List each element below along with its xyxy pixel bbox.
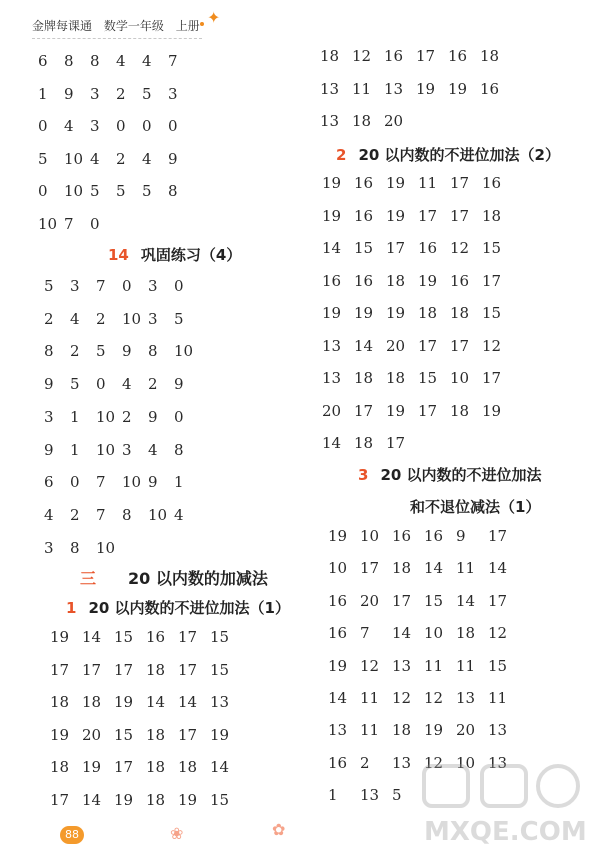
answer-value: 14 <box>456 591 476 610</box>
answer-value: 1 <box>70 440 80 459</box>
answer-value: 2 <box>44 309 54 328</box>
answer-value: 14 <box>210 758 230 776</box>
answer-value: 3 <box>70 277 80 295</box>
answer-value: 18 <box>50 758 70 776</box>
answer-value: 13 <box>392 656 412 675</box>
answer-value: 14 <box>178 693 198 711</box>
answer-value: 17 <box>114 660 134 679</box>
answer-value: 10 <box>64 149 84 168</box>
answer-value: 3 <box>90 117 100 135</box>
answer-value: 6 <box>38 52 48 70</box>
answer-value: 18 <box>178 758 198 776</box>
answer-value: 11 <box>360 689 380 707</box>
answer-value: 19 <box>322 304 342 322</box>
book-title: 金牌每课通 <box>32 19 93 33</box>
answer-value: 18 <box>450 304 470 322</box>
answer-value: 1 <box>174 473 184 492</box>
answer-value: 0 <box>70 473 80 492</box>
answer-value: 16 <box>450 271 470 290</box>
answer-value: 3 <box>44 407 54 426</box>
answer-value: 11 <box>456 559 476 578</box>
answer-value: 15 <box>424 591 444 610</box>
answer-value: 8 <box>174 440 184 459</box>
subject-label: 数学一年级 <box>103 19 164 33</box>
answer-value: 14 <box>488 559 508 578</box>
answer-value: 17 <box>354 401 374 420</box>
answer-value: 18 <box>146 758 166 776</box>
answer-value: 0 <box>142 117 152 135</box>
answer-value: 11 <box>418 174 438 192</box>
answer-value: 14 <box>82 790 102 809</box>
answer-value: 5 <box>142 84 152 103</box>
answer-value: 14 <box>354 336 374 355</box>
answer-value: 19 <box>82 758 102 776</box>
answer-value: 7 <box>96 277 106 295</box>
answer-value: 3 <box>168 84 178 103</box>
answer-value: 4 <box>116 52 126 70</box>
answer-value: 18 <box>392 721 412 740</box>
answer-value: 19 <box>322 206 342 225</box>
answer-value: 9 <box>44 375 54 394</box>
answer-value: 15 <box>482 239 502 257</box>
answer-value: 17 <box>178 628 198 646</box>
answer-value: 16 <box>328 591 348 610</box>
answer-value: 9 <box>44 440 54 459</box>
answer-value: 17 <box>178 725 198 744</box>
answer-value: 16 <box>482 174 502 192</box>
answer-value: 19 <box>50 628 70 646</box>
answer-value: 7 <box>64 214 74 233</box>
answer-value: 8 <box>148 342 158 361</box>
answer-value: 19 <box>354 304 374 322</box>
answer-value: 18 <box>386 271 406 290</box>
answer-value: 13 <box>322 369 342 387</box>
answer-value: 10 <box>360 527 380 545</box>
answer-value: 12 <box>450 239 470 257</box>
answer-value: 13 <box>456 689 476 707</box>
answer-value: 19 <box>386 206 406 225</box>
answer-value: 4 <box>142 52 152 70</box>
answer-value: 5 <box>70 375 80 394</box>
answer-value: 16 <box>392 527 412 545</box>
answer-value: 11 <box>360 721 380 740</box>
running-header <box>32 17 208 34</box>
answer-value: 13 <box>488 721 508 740</box>
answer-value: 9 <box>174 375 184 394</box>
answer-value: 19 <box>114 693 134 711</box>
answer-value: 4 <box>44 505 54 524</box>
answer-value: 9 <box>122 342 132 361</box>
answer-value: 1 <box>38 84 48 103</box>
answer-value: 17 <box>450 336 470 355</box>
answer-value: 4 <box>122 375 132 394</box>
answer-value: 19 <box>178 790 198 809</box>
answer-value: 13 <box>488 753 508 772</box>
answer-value: 4 <box>64 117 74 135</box>
answer-value: 16 <box>384 47 404 65</box>
answer-value: 2 <box>148 375 158 394</box>
section-3-heading <box>358 464 542 485</box>
answer-value: 18 <box>146 790 166 809</box>
answer-value: 9 <box>148 473 158 492</box>
section-title: 20 以内数的不进位加法（2） <box>358 146 560 164</box>
answer-value: 19 <box>328 527 348 545</box>
answer-value: 7 <box>96 505 106 524</box>
answer-value: 16 <box>480 79 500 98</box>
answer-value: 4 <box>142 149 152 168</box>
section-title: 巩固练习（4） <box>140 246 242 264</box>
answer-value: 18 <box>354 369 374 387</box>
answer-value: 10 <box>456 753 476 772</box>
answer-value: 19 <box>114 790 134 809</box>
answer-value: 13 <box>322 336 342 355</box>
answer-value: 16 <box>424 527 444 545</box>
answer-value: 19 <box>328 656 348 675</box>
answer-value: 10 <box>424 624 444 643</box>
answer-value: 9 <box>456 527 466 545</box>
answer-value: 13 <box>392 753 412 772</box>
answer-value: 4 <box>70 309 80 328</box>
answer-value: 14 <box>328 689 348 707</box>
answer-value: 17 <box>418 336 438 355</box>
answer-value: 18 <box>456 624 476 643</box>
answer-value: 8 <box>122 505 132 524</box>
answer-value: 19 <box>424 721 444 740</box>
answer-value: 8 <box>64 52 74 70</box>
answer-value: 8 <box>168 182 178 200</box>
answer-value: 18 <box>450 401 470 420</box>
answer-value: 17 <box>418 206 438 225</box>
answer-value: 13 <box>320 79 340 98</box>
fish-icon: ❀ <box>170 824 184 843</box>
flower-icon: ✿ <box>272 820 286 839</box>
answer-value: 2 <box>70 342 80 361</box>
answer-value: 10 <box>174 342 194 361</box>
answer-value: 9 <box>168 149 178 168</box>
answer-value: 17 <box>82 660 102 679</box>
chapter-title: 20 以内数的加减法 <box>128 569 268 588</box>
answer-value: 17 <box>488 527 508 545</box>
answer-value: 18 <box>82 693 102 711</box>
answer-value: 20 <box>360 591 380 610</box>
answer-value: 16 <box>146 628 166 646</box>
answer-value: 10 <box>450 369 470 387</box>
answer-value: 12 <box>424 753 444 772</box>
answer-value: 12 <box>482 336 502 355</box>
answer-value: 15 <box>418 369 438 387</box>
answer-value: 15 <box>210 660 230 679</box>
answer-value: 19 <box>418 271 438 290</box>
answer-value: 0 <box>122 277 132 295</box>
section-title: 20 以内数的不进位加法 <box>380 466 542 484</box>
answer-value: 19 <box>448 79 468 98</box>
answer-value: 15 <box>354 239 374 257</box>
section-title: 20 以内数的不进位加法（1） <box>88 599 290 617</box>
answer-value: 17 <box>50 790 70 809</box>
dot-icon <box>200 22 204 26</box>
answer-value: 18 <box>386 369 406 387</box>
answer-value: 2 <box>70 505 80 524</box>
answer-value: 10 <box>96 440 116 459</box>
answer-value: 11 <box>424 656 444 675</box>
answer-value: 17 <box>360 559 380 578</box>
answer-value: 7 <box>360 624 370 643</box>
answer-value: 15 <box>488 656 508 675</box>
answer-value: 18 <box>480 47 500 65</box>
answer-value: 18 <box>418 304 438 322</box>
answer-value: 10 <box>148 505 168 524</box>
answer-value: 18 <box>352 112 372 130</box>
answer-value: 13 <box>320 112 340 130</box>
answer-value: 11 <box>488 689 508 707</box>
answer-value: 1 <box>70 407 80 426</box>
answer-value: 12 <box>424 689 444 707</box>
answer-value: 17 <box>50 660 70 679</box>
page-number: 88 <box>60 826 84 844</box>
answer-value: 20 <box>384 112 404 130</box>
answer-value: 9 <box>64 84 74 103</box>
answer-value: 16 <box>328 624 348 643</box>
answer-value: 13 <box>328 721 348 740</box>
answer-value: 10 <box>38 214 58 233</box>
answer-value: 0 <box>90 214 100 233</box>
answer-value: 0 <box>174 277 184 295</box>
answer-value: 17 <box>488 591 508 610</box>
answer-value: 13 <box>360 786 380 805</box>
answer-value: 19 <box>416 79 436 98</box>
answer-value: 5 <box>96 342 106 361</box>
answer-value: 14 <box>392 624 412 643</box>
star-icon: ✦ <box>207 8 221 27</box>
answer-value: 17 <box>416 47 436 65</box>
header-divider <box>32 38 202 39</box>
answer-value: 2 <box>360 753 370 772</box>
answer-value: 18 <box>146 725 166 744</box>
answer-value: 17 <box>386 434 406 452</box>
answer-value: 18 <box>392 559 412 578</box>
answer-value: 13 <box>210 693 230 711</box>
answer-value: 16 <box>322 271 342 290</box>
answer-value: 17 <box>114 758 134 776</box>
answer-value: 15 <box>210 628 230 646</box>
answer-value: 7 <box>96 473 106 492</box>
answer-value: 19 <box>322 174 342 192</box>
answer-value: 17 <box>482 271 502 290</box>
answer-value: 16 <box>418 239 438 257</box>
answer-value: 2 <box>122 407 132 426</box>
answer-value: 4 <box>174 505 184 524</box>
answer-value: 11 <box>456 656 476 675</box>
answer-value: 20 <box>386 336 406 355</box>
section-1-heading <box>66 597 290 618</box>
answer-value: 19 <box>386 174 406 192</box>
answer-value: 5 <box>44 277 54 295</box>
answer-value: 8 <box>70 538 80 557</box>
answer-value: 5 <box>38 149 48 168</box>
answer-value: 10 <box>96 538 116 557</box>
answer-value: 9 <box>148 407 158 426</box>
section-2-heading <box>336 144 560 165</box>
answer-value: 3 <box>44 538 54 557</box>
answer-value: 15 <box>114 628 134 646</box>
answer-value: 14 <box>322 434 342 452</box>
answer-value: 0 <box>38 182 48 200</box>
section-3-heading-line2 <box>410 496 540 517</box>
answer-value: 10 <box>328 559 348 578</box>
answer-value: 17 <box>392 591 412 610</box>
answer-value: 10 <box>96 407 116 426</box>
answer-value: 18 <box>482 206 502 225</box>
answer-value: 3 <box>148 277 158 295</box>
answer-value: 7 <box>168 52 178 70</box>
watermark-logo <box>420 760 590 846</box>
answer-value: 2 <box>96 309 106 328</box>
answer-value: 14 <box>146 693 166 711</box>
answer-value: 3 <box>148 309 158 328</box>
answer-value: 5 <box>392 786 402 805</box>
answer-value: 13 <box>384 79 404 98</box>
answer-value: 15 <box>114 725 134 744</box>
answer-value: 19 <box>386 401 406 420</box>
answer-value: 19 <box>482 401 502 420</box>
answer-value: 8 <box>90 52 100 70</box>
answer-value: 19 <box>210 725 230 744</box>
section-number: 2 <box>336 146 347 164</box>
answer-value: 18 <box>50 693 70 711</box>
answer-value: 16 <box>448 47 468 65</box>
answer-value: 11 <box>352 79 372 98</box>
section-number: 3 <box>358 466 369 484</box>
answer-value: 17 <box>386 239 406 257</box>
answer-value: 20 <box>456 721 476 740</box>
answer-value: 1 <box>328 786 338 805</box>
watermark-text: MXQE.COM <box>424 817 587 846</box>
answer-value: 12 <box>488 624 508 643</box>
chapter-number: 三 <box>80 569 97 588</box>
answer-value: 0 <box>38 117 48 135</box>
volume-label: 上册 <box>175 19 200 33</box>
answer-value: 18 <box>354 434 374 452</box>
answer-value: 16 <box>354 206 374 225</box>
answer-value: 2 <box>116 149 126 168</box>
answer-value: 10 <box>122 473 142 492</box>
answer-value: 0 <box>96 375 106 394</box>
section-14-heading <box>108 244 241 265</box>
answer-value: 17 <box>418 401 438 420</box>
answer-value: 12 <box>352 47 372 65</box>
answer-value: 16 <box>354 271 374 290</box>
answer-value: 17 <box>450 206 470 225</box>
answer-value: 10 <box>122 309 142 328</box>
answer-value: 5 <box>142 182 152 200</box>
answer-value: 0 <box>116 117 126 135</box>
answer-value: 4 <box>148 440 158 459</box>
answer-value: 20 <box>82 725 102 744</box>
answer-value: 19 <box>386 304 406 322</box>
answer-value: 12 <box>392 689 412 707</box>
answer-value: 5 <box>90 182 100 200</box>
answer-value: 15 <box>210 790 230 809</box>
answer-value: 2 <box>116 84 126 103</box>
answer-value: 17 <box>450 174 470 192</box>
answer-value: 3 <box>122 440 132 459</box>
answer-value: 5 <box>174 309 184 328</box>
answer-value: 6 <box>44 473 54 492</box>
answer-value: 14 <box>424 559 444 578</box>
answer-value: 10 <box>64 182 84 200</box>
answer-value: 17 <box>482 369 502 387</box>
answer-value: 20 <box>322 401 342 420</box>
section-title-cont: 和不退位减法（1） <box>410 498 541 516</box>
answer-value: 12 <box>360 656 380 675</box>
answer-value: 0 <box>168 117 178 135</box>
answer-value: 15 <box>482 304 502 322</box>
answer-value: 17 <box>178 660 198 679</box>
answer-value: 0 <box>174 407 184 426</box>
answer-value: 4 <box>90 149 100 168</box>
section-number: 1 <box>66 599 77 617</box>
answer-value: 16 <box>354 174 374 192</box>
answer-value: 18 <box>320 47 340 65</box>
answer-value: 5 <box>116 182 126 200</box>
answer-value: 3 <box>90 84 100 103</box>
answer-value: 16 <box>328 753 348 772</box>
chapter-heading <box>80 566 268 589</box>
answer-value: 19 <box>50 725 70 744</box>
answer-value: 14 <box>82 628 102 646</box>
answer-value: 14 <box>322 239 342 257</box>
section-number: 14 <box>108 246 129 264</box>
answer-value: 8 <box>44 342 54 361</box>
answer-value: 18 <box>146 660 166 679</box>
